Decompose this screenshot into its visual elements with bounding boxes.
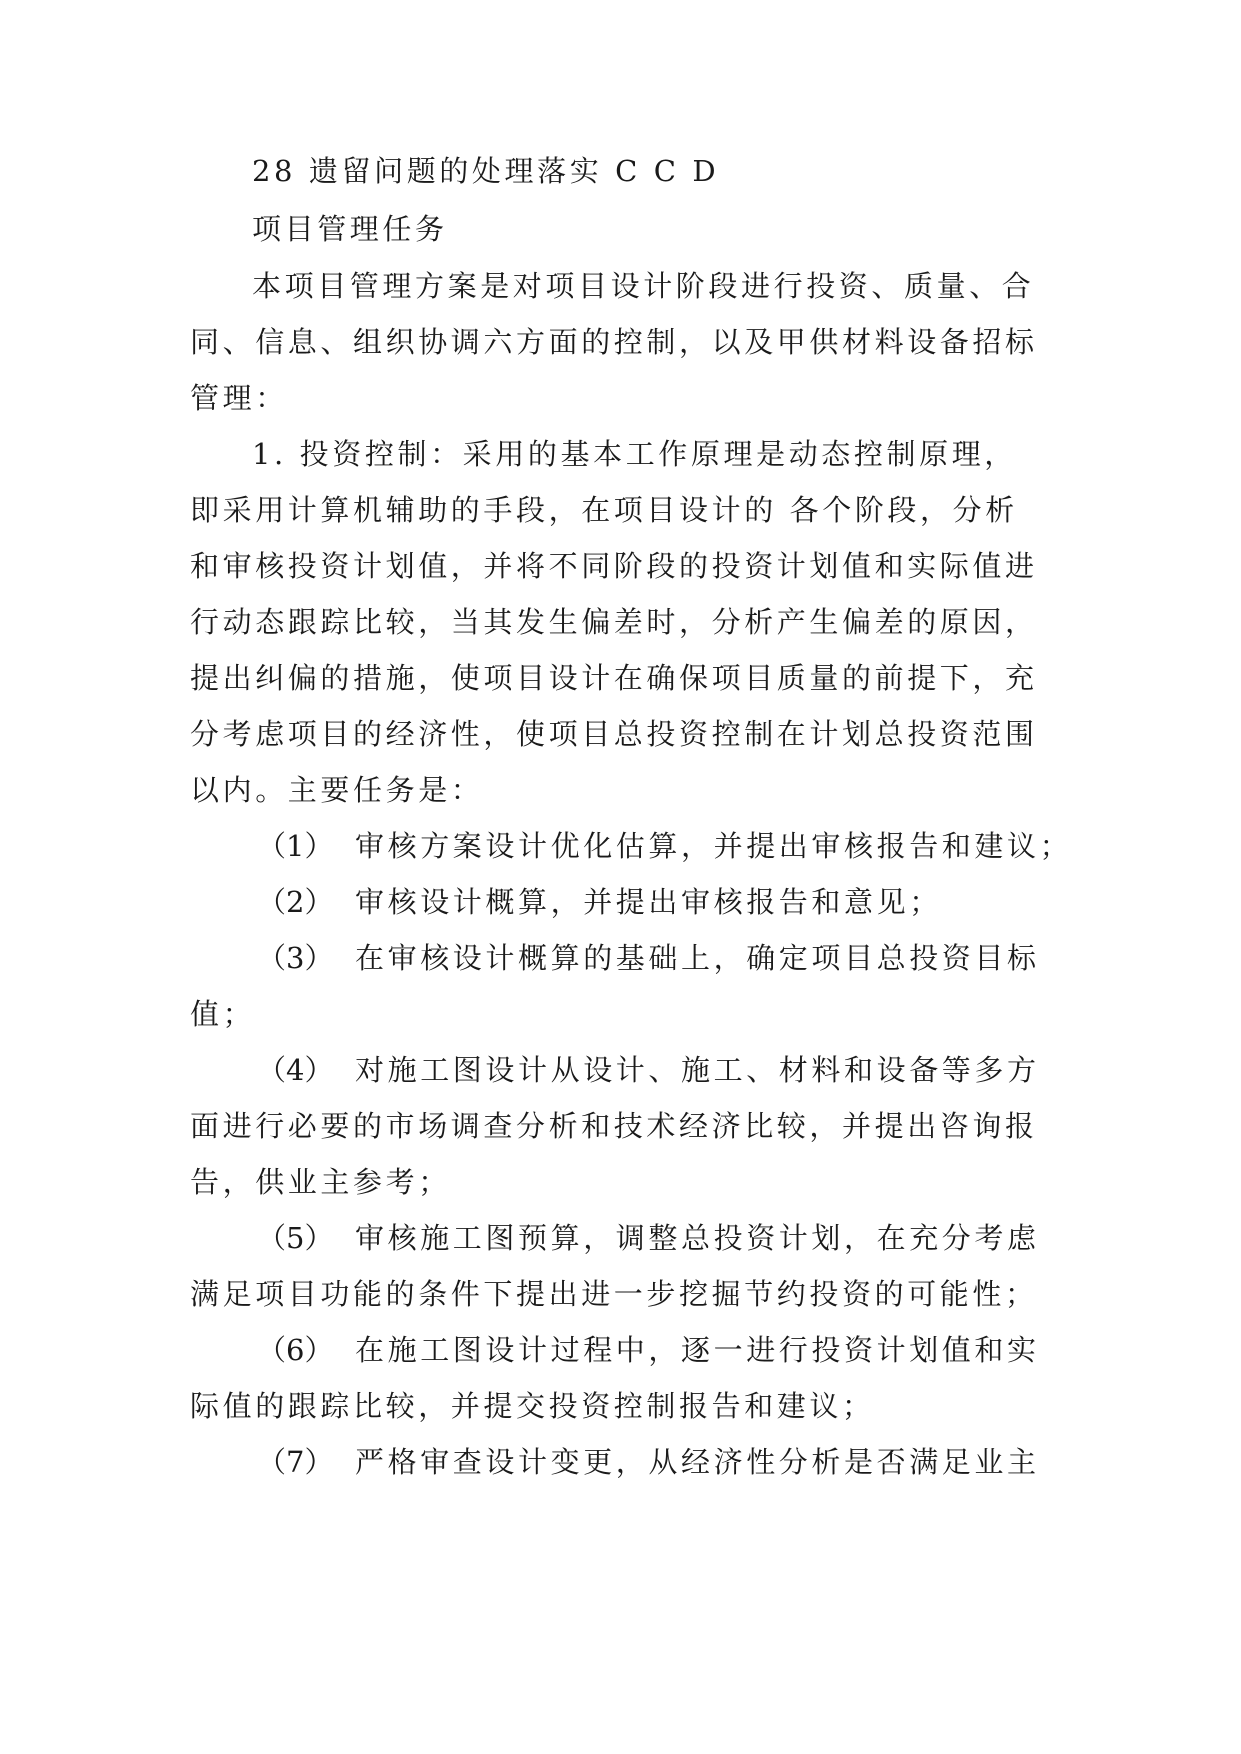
list-item	[257, 882, 1137, 922]
heading-item-28: 28 遗留问题的处理落实 C C D	[252, 154, 720, 188]
list-item	[257, 938, 1137, 978]
paragraph-line: 分考虑项目的经济性，使项目总投资控制在计划总投资范围	[190, 717, 1038, 751]
paragraph-line: 1. 投资控制：采用的基本工作原理是动态控制原理，	[252, 437, 1017, 471]
paragraph-line: 行动态跟踪比较，当其发生偏差时，分析产生偏差的原因，	[190, 605, 1038, 639]
list-item-number: （4）	[257, 1053, 334, 1087]
list-item-continuation: 满足项目功能的条件下提出进一步挖掘节约投资的可能性；	[190, 1277, 1038, 1311]
paragraph-line: 即采用计算机辅助的手段，在项目设计的 各个阶段，分析	[190, 493, 1018, 527]
list-item	[257, 826, 1137, 866]
list-item-number: （3）	[257, 941, 334, 975]
paragraph-line: 管理：	[190, 381, 288, 415]
list-item-number: （1）	[257, 829, 334, 863]
list-item-continuation: 面进行必要的市场调查分析和技术经济比较，并提出咨询报	[190, 1109, 1038, 1143]
list-item-number: （6）	[257, 1333, 334, 1367]
list-item-continuation: 值；	[190, 997, 256, 1031]
paragraph-line: 本项目管理方案是对项目设计阶段进行投资、质量、合	[252, 269, 1035, 303]
list-item-text: 对施工图设计从设计、施工、材料和设备等多方	[355, 1053, 1040, 1087]
list-item-text: 在审核设计概算的基础上，确定项目总投资目标	[355, 941, 1040, 975]
list-item	[257, 1050, 1137, 1090]
list-item-text: 严格审查设计变更，从经济性分析是否满足业主	[355, 1445, 1040, 1479]
list-item-text: 审核方案设计优化估算，并提出审核报告和建议；	[355, 829, 1073, 863]
list-item-text: 在施工图设计过程中，逐一进行投资计划值和实	[355, 1333, 1040, 1367]
paragraph-line: 提出纠偏的措施，使项目设计在确保项目质量的前提下，充	[190, 661, 1038, 695]
list-item-text: 审核施工图预算，调整总投资计划，在充分考虑	[355, 1221, 1040, 1255]
paragraph-line: 以内。主要任务是：	[190, 773, 484, 807]
list-item	[257, 1330, 1137, 1370]
list-item-continuation: 告，供业主参考；	[190, 1165, 451, 1199]
list-item-text: 审核设计概算，并提出审核报告和意见；	[355, 885, 942, 919]
section-title: 项目管理任务	[252, 212, 448, 246]
list-item-continuation: 际值的跟踪比较，并提交投资控制报告和建议；	[190, 1389, 875, 1423]
paragraph-line: 和审核投资计划值，并将不同阶段的投资计划值和实际值进	[190, 549, 1038, 583]
list-item-number: （5）	[257, 1221, 334, 1255]
list-item-number: （7）	[257, 1445, 334, 1479]
list-item-number: （2）	[257, 885, 334, 919]
list-item	[257, 1442, 1137, 1482]
paragraph-line: 同、信息、组织协调六方面的控制，以及甲供材料设备招标	[190, 325, 1038, 359]
list-item	[257, 1218, 1137, 1258]
